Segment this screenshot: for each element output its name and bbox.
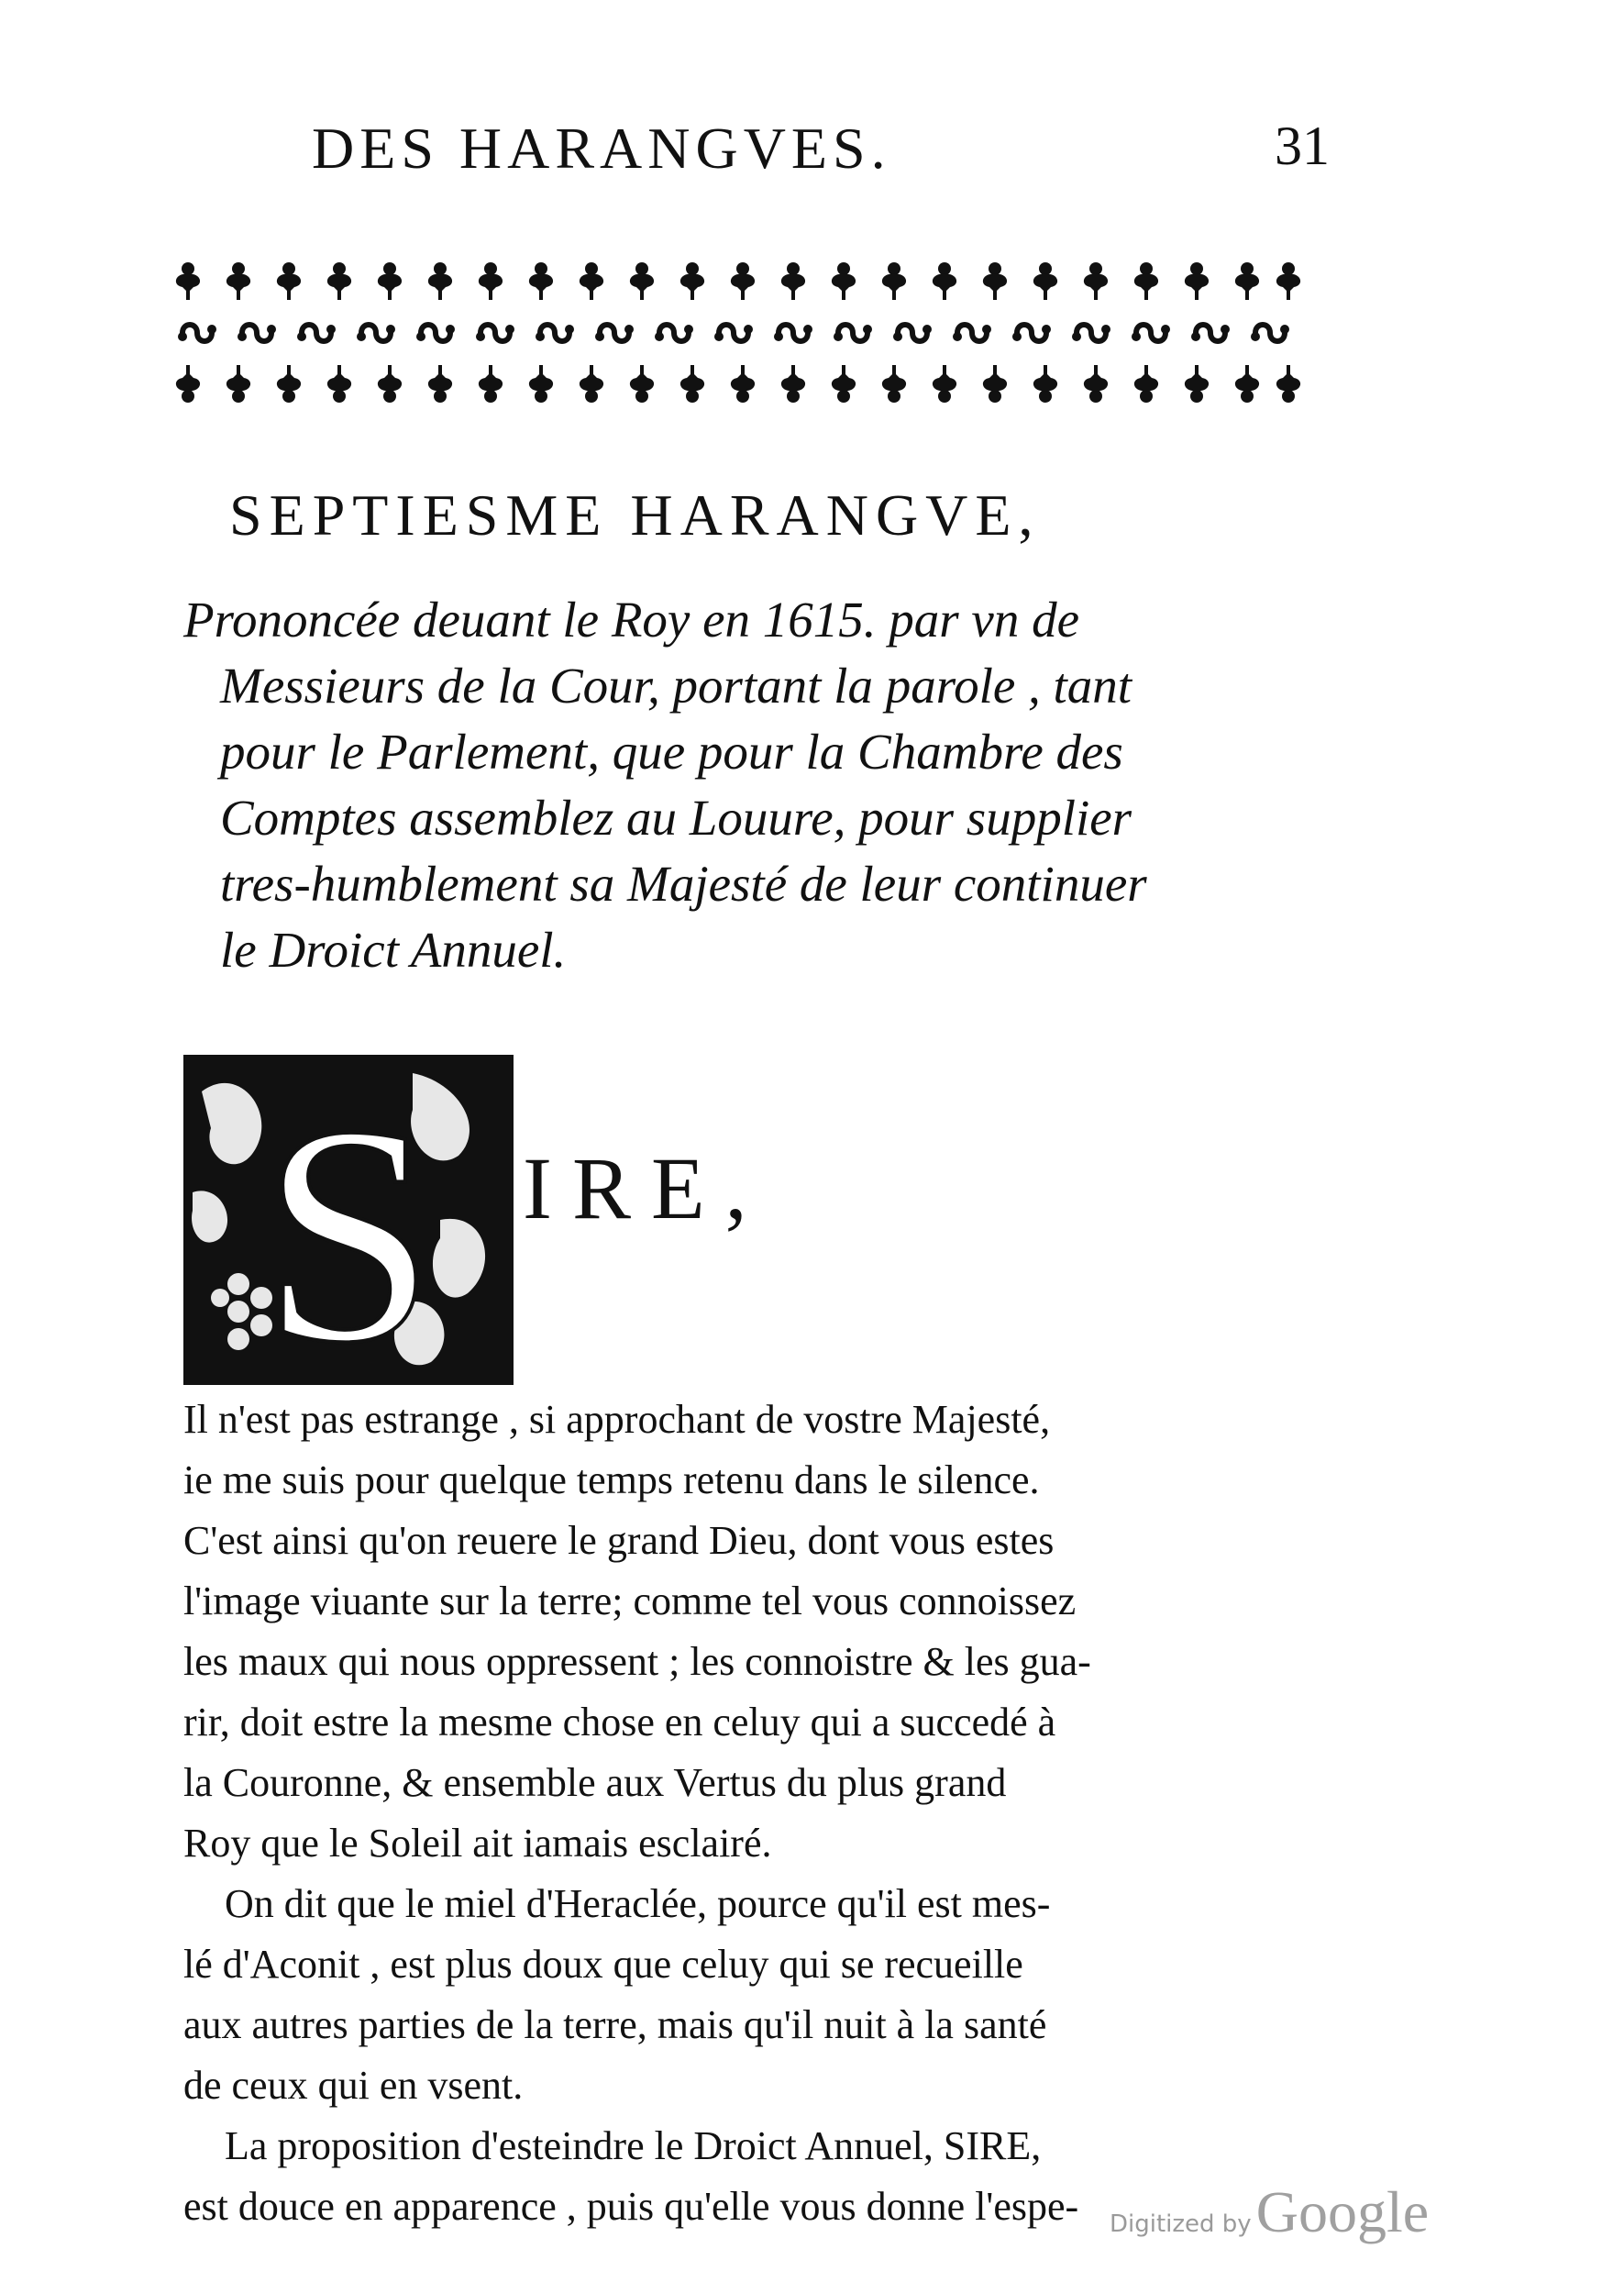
body-line: On dit que le miel d'Heraclée, pource qu'il est mes- (225, 1881, 1051, 1926)
body-line: Roy que le Soleil ait iamais esclairé. (183, 1821, 772, 1866)
body-line: Il n'est pas estrange , si approchant de vostre Majesté, (183, 1397, 1051, 1442)
subheading-line: tres-humblement sa Majesté de leur continuer (220, 856, 1147, 912)
digitized-watermark (1110, 2178, 1429, 2246)
body-line: aux autres parties de la terre, mais qu'il nuit à la santé (183, 2002, 1047, 2047)
body-line: les maux qui nous oppressent ; les connoistre & les gua- (183, 1639, 1091, 1684)
body-text (183, 1390, 1330, 2237)
subheading-line: le Droict Annuel. (220, 922, 567, 978)
subheading-line: Messieurs de la Cour, portant la parole , tant (220, 658, 1132, 714)
body-line: l'image viuante sur la terre; comme tel vous connoissez (183, 1579, 1077, 1623)
subheading-line: Comptes assemblez au Louure, pour supplier (220, 790, 1132, 846)
watermark-brand: Google (1255, 2179, 1430, 2244)
body-line: C'est ainsi qu'on reuere le grand Dieu, dont vous estes (183, 1518, 1055, 1563)
body-line: lé d'Aconit , est plus doux que celuy qui se recueille (183, 1942, 1023, 1987)
body-line: de ceux qui en vsent. (183, 2063, 524, 2108)
watermark-prefix: Digitized by (1110, 2210, 1252, 2238)
body-line: La proposition d'esteindre le Droict Annuel, SIRE, (225, 2123, 1042, 2168)
subheading-line: Prononcée deuant le Roy en 1615. par vn de (183, 592, 1079, 648)
dropcap-letter: S (261, 1061, 436, 1385)
body-line: la Couronne, & ensemble aux Vertus du plus grand (183, 1760, 1007, 1805)
body-line: rir, doit estre la mesme chose en celuy qui a succedé à (183, 1700, 1056, 1745)
section-subheading (183, 587, 1320, 983)
page-number: 31 (1275, 116, 1330, 176)
subheading-line: pour le Parlement, que pour la Chambre des (220, 724, 1123, 780)
body-line: ie me suis pour quelque temps retenu dans le silence. (183, 1457, 1040, 1502)
page-header (303, 115, 1330, 188)
running-title: DES HARANGVES. (312, 116, 891, 181)
fleuron-ornament-band (170, 252, 1307, 408)
decorated-initial (183, 1055, 514, 1385)
body-line: est douce en apparence , puis qu'elle vous donne l'espe- (183, 2184, 1079, 2229)
salutation: IRE, (523, 1139, 768, 1237)
section-heading: SEPTIESME HARANGVE, (229, 482, 1041, 548)
